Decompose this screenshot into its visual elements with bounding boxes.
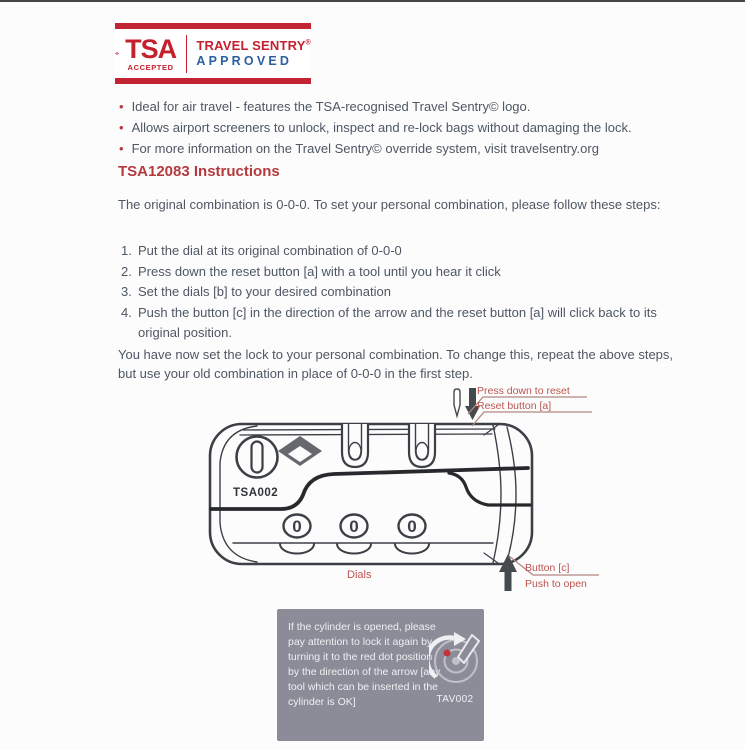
dial-digit: 0 [292, 517, 302, 536]
step-item [121, 282, 674, 303]
bullet-marker: • [119, 120, 124, 135]
step-number: 3. [121, 284, 132, 299]
outro-paragraph: You have now set the lock to your personal combination. To change this, repeat the above steps, but use your old combination in place of 0-0-0 in the first step. [118, 347, 674, 381]
intro-paragraph: The original combination is 0-0-0. To set your personal combination, please follow these steps: [118, 197, 661, 212]
cylinder-model-label: TAV002 [436, 694, 474, 705]
bullet-text: Ideal for air travel - features the TSA-recognised Travel Sentry© logo. [131, 99, 531, 114]
cylinder-notice-box [277, 609, 484, 741]
step-number: 2. [121, 263, 132, 279]
tsa-travel-sentry-logo [115, 23, 311, 84]
logo-content [115, 29, 311, 78]
step-number: 1. [121, 243, 132, 258]
list-item [119, 96, 679, 117]
tsa-text: TSA [125, 33, 177, 64]
dial-digit: 0 [349, 517, 359, 536]
step-text: Put the dial at its original combination of 0-0-0 [138, 243, 402, 258]
bullet-marker: • [119, 141, 124, 156]
registered-mark: ® [305, 39, 311, 47]
logo-bottom-bar [115, 78, 311, 84]
bullet-text: Allows airport screeners to unlock, inspect and re-lock bags without damaging the lock. [131, 120, 632, 135]
tsa-accepted-block [125, 33, 177, 72]
step-text: Press down the reset button [a] with a tool until you hear it click [138, 263, 501, 279]
top-divider [0, 0, 745, 2]
list-item [119, 117, 679, 138]
dial-wheel [280, 544, 429, 554]
button-c-label: Button [c] [525, 562, 570, 574]
list-item [119, 138, 679, 159]
keyhole-icon [237, 437, 278, 478]
travel-sentry-diamond-icon [278, 436, 322, 466]
section-title: TSA12083 Instructions [118, 163, 280, 180]
reset-button-label: Reset button [a] [477, 400, 552, 412]
step-item [121, 241, 674, 262]
cylinder-rotate-icon [429, 632, 481, 688]
approved-text: APPROVED [196, 53, 293, 68]
cylinder-icon-block [429, 632, 481, 705]
dials-label: Dials [347, 569, 372, 581]
lock-engraving: TSA002 [233, 487, 279, 499]
bullet-marker: • [119, 99, 124, 114]
feature-bullet-list [119, 96, 679, 159]
pen-tool-icon [454, 389, 460, 416]
press-down-label: Press down to reset [477, 385, 570, 397]
step-text: Push the button [c] in the direction of the arrow and the reset button [a] will click back to its original position. [138, 304, 657, 340]
travel-sentry-diamond-icon [115, 44, 119, 63]
notice-text: If the cylinder is opened, please pay attention to lock it again by turning it to the red dot position by the direction of the arrow [any tool which can be inserted in the cylinder is OK] [288, 621, 441, 708]
red-dot [444, 650, 451, 657]
push-to-open-label: Push to open [525, 578, 587, 590]
step-item [121, 303, 674, 344]
step-item [121, 262, 674, 283]
step-text: Set the dials [b] to your desired combination [138, 284, 391, 299]
dial-digit: 0 [407, 517, 417, 536]
accepted-text: ACCEPTED [127, 62, 174, 72]
steps-list [121, 241, 674, 344]
right-end-cap [493, 425, 501, 563]
step-number: 4. [121, 304, 132, 320]
bullet-text: For more information on the Travel Sentry© override system, visit travelsentry.org [131, 141, 599, 156]
keyhole-slot [252, 442, 263, 473]
travel-sentry-text [196, 38, 311, 54]
travel-sentry-words: TRAVEL SENTRY [196, 38, 306, 54]
travel-sentry-approved-block [196, 38, 311, 69]
